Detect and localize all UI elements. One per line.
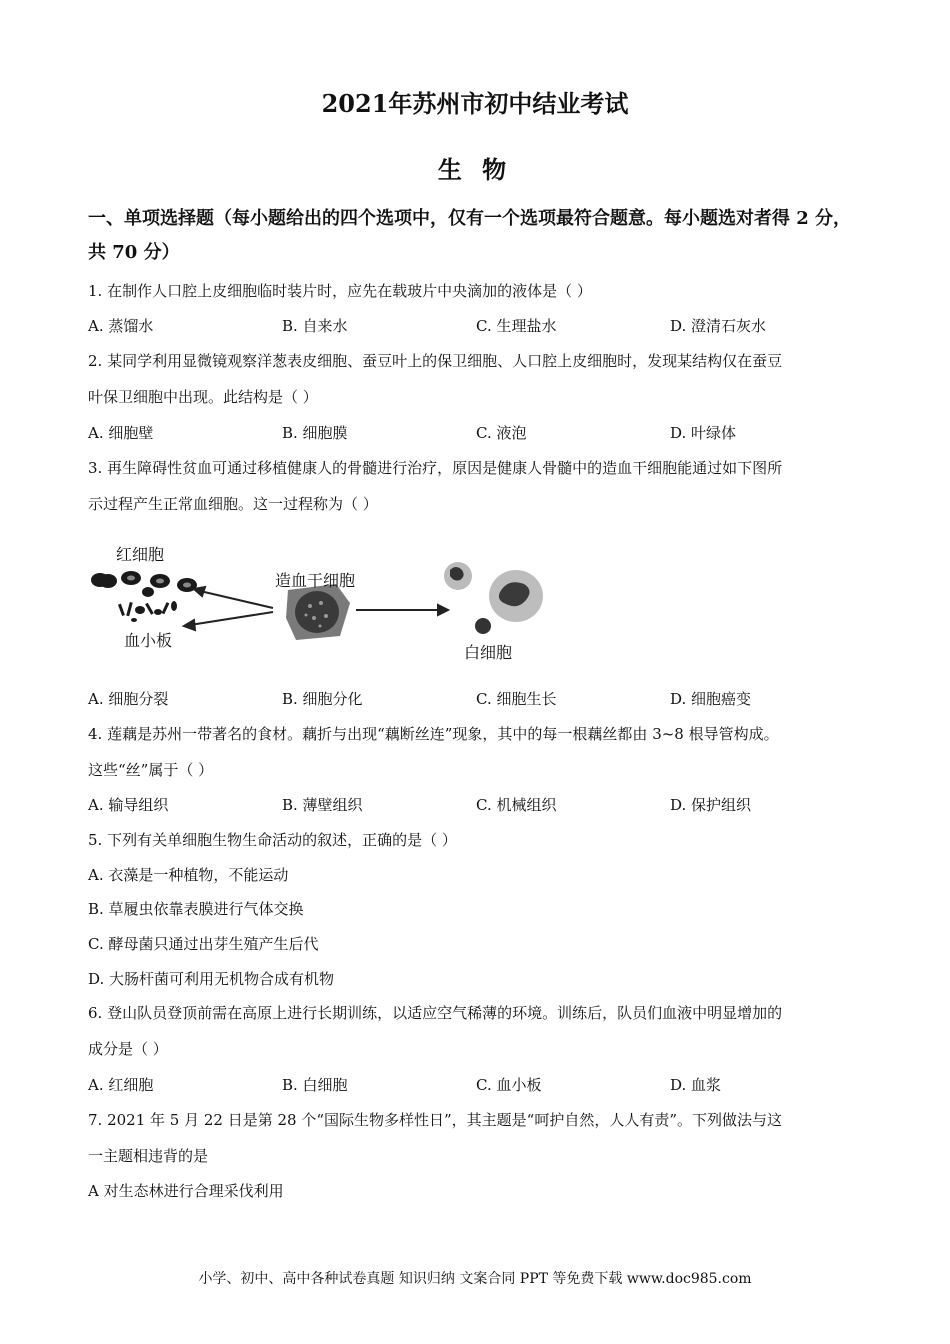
q6-option-d: D. 血浆 [670,1076,722,1094]
q5-option-c: C. 酵母菌只通过出芽生殖产生后代 [88,935,319,953]
q7-stem-line1: 7. 2021 年 5 月 22 日是第 28 个“国际生物多样性日”，其主题是“呵护自然，人人有责”。下列做法与这 [88,1111,783,1129]
section-heading: 一、单项选择题（每小题给出的四个选项中，仅有一个选项最符合题意。每小题选对者得 2 分，共 70 分） [88,208,852,263]
q7-option-a: A 对生态林进行合理采伐利用 [88,1182,284,1200]
q4-option-a: A. 输导组织 [88,796,169,814]
q5-option-d: D. 大肠杆菌可利用无机物合成有机物 [88,970,335,988]
q2-option-c: C. 液泡 [476,424,527,442]
subject-title: 生 物 [437,155,513,184]
q3-option-c: C. 细胞生长 [476,690,557,708]
q1-option-c: C. 生理盐水 [476,317,557,335]
q6-stem-line1: 6. 登山队员登顶前需在高原上进行长期训练，以适应空气稀薄的环境。训练后，队员们血液中明显增加的 [88,1004,783,1022]
q4-stem-line2: 这些“丝”属于（ ） [88,761,214,779]
q2-stem-line1: 2. 某同学利用显微镜观察洋葱表皮细胞、蚕豆叶上的保卫细胞、人口腔上皮细胞时，发现某结构仅在蚕豆 [88,352,783,370]
q1-option-d: D. 澄清石灰水 [670,317,767,335]
q5-option-b: B. 草履虫依靠表膜进行气体交换 [88,900,304,918]
q4-option-b: B. 薄壁组织 [282,796,363,814]
label-stem-cell: 造血干细胞 [275,571,356,590]
q3-stem-line1: 3. 再生障碍性贫血可通过移植健康人的骨髓进行治疗，原因是健康人骨髓中的造血干细胞能通过如下图所 [88,459,783,477]
exam-title: 2021年苏州市初中结业考试 [321,89,629,118]
q3-option-d: D. 细胞癌变 [670,690,752,708]
q7-stem-line2: 一主题相违背的是 [88,1147,209,1165]
q4-option-c: C. 机械组织 [476,796,557,814]
white-blood-cells-icon [444,562,543,634]
red-blood-cells-icon [91,571,197,597]
q6-option-a: A. 红细胞 [88,1076,154,1094]
q3-option-a: A. 细胞分裂 [88,690,169,708]
q1-option-b: B. 自来水 [282,317,348,335]
q6-option-c: C. 血小板 [476,1076,542,1094]
label-red-blood-cell: 红细胞 [116,545,165,564]
q6-stem-line2: 成分是（ ） [88,1040,168,1058]
q3-stem-line2: 示过程产生正常血细胞。这一过程称为（ ） [88,495,378,513]
q1-option-a: A. 蒸馏水 [88,317,154,335]
stem-cell-icon [286,584,350,640]
q4-stem-line1: 4. 莲藕是苏州一带著名的食材。藕折与出现“藕断丝连”现象，其中的每一根藕丝都由 3~8 根导管构成。 [88,725,779,743]
q1-stem: 1. 在制作人口腔上皮细胞临时装片时，应先在载玻片中央滴加的液体是（ ） [88,282,592,300]
q5-option-a: A. 衣藻是一种植物，不能运动 [88,866,289,884]
label-white-blood-cell: 白细胞 [464,643,513,662]
q6-option-b: B. 白细胞 [282,1076,348,1094]
q2-option-b: B. 细胞膜 [282,424,348,442]
platelets-icon [118,601,177,622]
blood-cell-differentiation-figure [88,545,568,678]
q3-option-b: B. 细胞分化 [282,690,363,708]
q5-stem: 5. 下列有关单细胞生物生命活动的叙述，正确的是（ ） [88,831,457,849]
q2-option-d: D. 叶绿体 [670,424,737,442]
page-footer: 小学、初中、高中各种试卷真题 知识归纳 文案合同 PPT 等免费下载 www.doc985.com [198,1271,752,1287]
q2-option-a: A. 细胞壁 [88,424,154,442]
label-platelet: 血小板 [124,631,173,650]
q4-option-d: D. 保护组织 [670,796,752,814]
q2-stem-line2: 叶保卫细胞中出现。此结构是（ ） [88,388,318,406]
